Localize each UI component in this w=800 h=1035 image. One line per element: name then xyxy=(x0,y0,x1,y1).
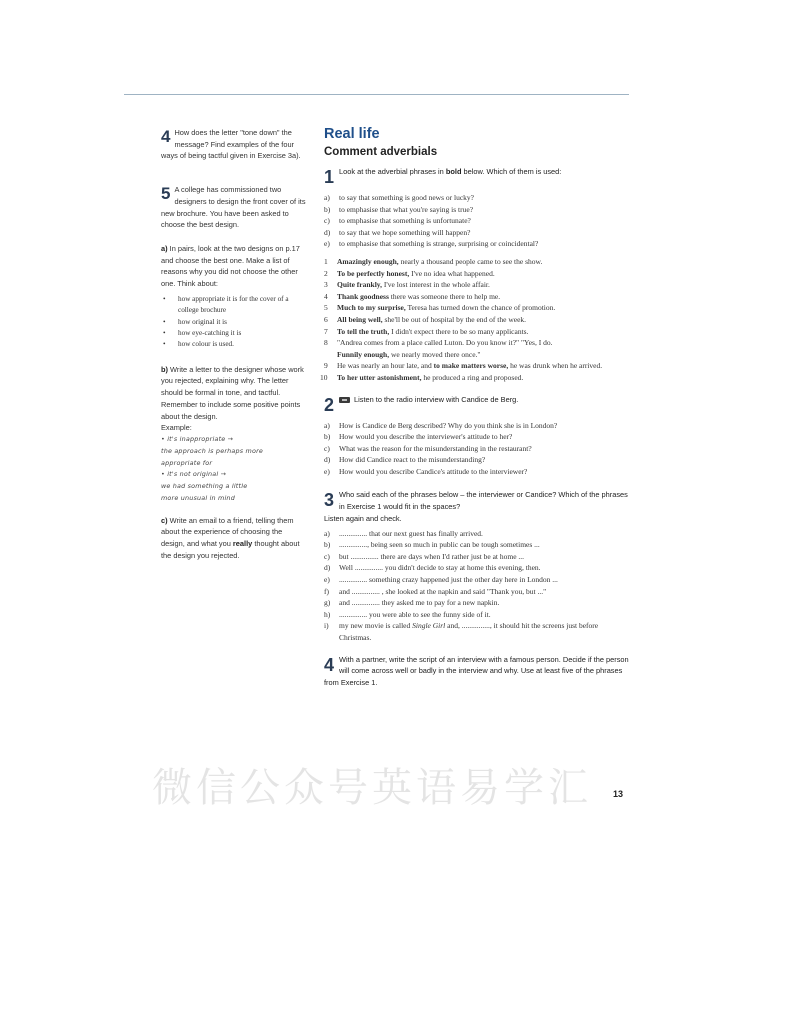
item-label: 8 xyxy=(324,338,328,348)
item-label: b) xyxy=(324,204,331,214)
instruction-bold: bold xyxy=(445,167,462,176)
item-text: ............... that our next guest has finally arrived. xyxy=(339,528,483,538)
exercise-4-right xyxy=(324,654,629,689)
adverbial-phrase: To her utter astonishment, xyxy=(337,372,422,382)
item-text: I didn't expect there to be so many applicants. xyxy=(389,326,529,336)
item-text: I've no idea what happened. xyxy=(409,268,495,278)
item-text: ............... something crazy happened just the other day here in London ... xyxy=(339,574,558,584)
exercise-instruction xyxy=(324,394,629,406)
watermark: 微信公众号英语易学汇 xyxy=(152,765,592,811)
list-item xyxy=(324,609,629,621)
list-item xyxy=(324,279,629,291)
item-label: f) xyxy=(324,586,329,596)
item-label: e) xyxy=(324,466,330,476)
item-label: h) xyxy=(324,609,331,619)
list-item xyxy=(324,337,629,360)
handwritten-line: more unusual in mind xyxy=(161,493,235,502)
item-text: but ............... there are days when I'd rather just be at home ... xyxy=(339,551,525,561)
adverbial-phrase: Much to my surprise, xyxy=(337,303,406,313)
item-label: a) xyxy=(324,193,330,202)
task-c-text: Write an email to a friend, telling them about the experience of choosing the design, and what you xyxy=(161,515,294,549)
item-text: How would you describe the interviewer's attitude to her? xyxy=(339,432,513,442)
handwritten-line: the approach is perhaps more xyxy=(161,446,264,455)
task-c xyxy=(161,515,307,562)
adverbial-phrase: All being well, xyxy=(337,314,383,324)
item-label: 7 xyxy=(324,326,328,336)
exercise-number: 4 xyxy=(161,127,171,146)
list-item xyxy=(324,215,629,227)
task-c-label: c) xyxy=(161,515,168,525)
exercise-number: 1 xyxy=(324,167,335,187)
list-item xyxy=(324,528,629,540)
list-item xyxy=(324,314,629,326)
task-a-text: In pairs, look at the two designs on p.17 and choose the best one. Make a list of reasons why you did not choose the other one. Think about: xyxy=(161,243,300,289)
task-c-emphasis: really xyxy=(232,539,253,549)
list-item xyxy=(324,466,629,478)
task-b xyxy=(161,364,307,423)
item-text-end: he produced a ring and proposed. xyxy=(421,372,524,382)
task-a-label: a) xyxy=(161,243,168,253)
list-item xyxy=(320,372,629,384)
list-item: • how original it is xyxy=(161,317,307,328)
list-item xyxy=(324,620,629,643)
item-text: and ............... they asked me to pay for a new napkin. xyxy=(339,598,500,608)
exercise-instruction: With a partner, write the script of an interview with a famous person. Decide if the person will come across well or badly in the interview and why. Use at least five of the phrases from Exercise 1. xyxy=(324,654,629,687)
exercise-instruction: How does the letter "tone down" the message? Find examples of the four ways of being tactful given in Exercise 3a). xyxy=(161,128,301,161)
list-item xyxy=(324,268,629,280)
exercise-number: 3 xyxy=(324,490,335,511)
item-label: b) xyxy=(324,540,331,550)
task-b-text: Write a letter to the designer whose work you rejected, explaining why. The letter should be formal in tone, and tactful. Remember to include some positive points about the design. xyxy=(161,364,304,421)
item-text: How would you describe Candice's attitude to the interviewer? xyxy=(339,466,528,476)
item-label: 10 xyxy=(320,372,328,382)
questions-list xyxy=(324,420,629,478)
item-text: and ............... , she looked at the napkin and said "Thank you, but ..." xyxy=(339,586,547,596)
item-label: c) xyxy=(324,551,330,561)
cassette-icon xyxy=(339,397,350,403)
list-item: • how appropriate it is for the cover of a college brochure xyxy=(161,294,307,317)
list-item: • how eye-catching it is xyxy=(161,328,307,339)
item-text: my new movie is called xyxy=(339,621,411,631)
item-text: ............... you were able to see the funny side of it. xyxy=(339,609,491,619)
item-label: 9 xyxy=(324,361,328,371)
exercise-1 xyxy=(320,166,629,384)
handwritten-line: we had something a little xyxy=(161,482,248,491)
item-label: a) xyxy=(324,528,330,538)
item-label: e) xyxy=(324,239,330,249)
item-label: 5 xyxy=(324,303,328,313)
item-text: I've lost interest in the whole affair. xyxy=(382,280,490,290)
item-label: c) xyxy=(324,216,330,226)
exercise-number: 5 xyxy=(161,184,171,204)
item-label: a) xyxy=(324,420,330,430)
page-number: 13 xyxy=(613,789,624,799)
exercise-2 xyxy=(324,394,629,478)
adverbial-phrase: To be perfectly honest, xyxy=(337,268,410,278)
item-text: she'll be out of hospital by the end of the week. xyxy=(382,314,527,324)
item-text: Teresa has turned down the chance of promotion. xyxy=(405,303,556,313)
adverbial-phrase: Amazingly enough, xyxy=(337,256,399,266)
handwritten-line: • it's inappropriate → xyxy=(161,434,234,443)
list-item xyxy=(324,551,629,563)
list-item xyxy=(324,192,629,204)
list-item xyxy=(324,586,629,598)
item-text: ..............., being seen so much in public can be tough sometimes ... xyxy=(339,540,540,550)
item-text: to emphasise that something is strange, surprising or coincidental? xyxy=(339,239,539,249)
exercise-instruction: A college has commissioned two designers to design the front cover of its new brochure. You have been asked to choose the best design. xyxy=(161,185,306,230)
left-column xyxy=(161,127,307,562)
section-title: Real life xyxy=(324,126,380,142)
item-text: to say that something is good news or lucky? xyxy=(339,193,474,202)
list-item xyxy=(324,360,629,372)
item-text-end: he was drunk when he arrived. xyxy=(508,361,603,371)
item-label: g) xyxy=(324,598,331,608)
item-text: to emphasise that what you're saying is true? xyxy=(339,204,474,214)
exercise-3 xyxy=(324,489,629,643)
item-label: 1 xyxy=(324,256,328,266)
list-item xyxy=(324,256,629,268)
instruction-text: Listen to the radio interview with Candice de Berg. xyxy=(354,394,519,404)
item-label: c) xyxy=(324,443,330,453)
right-column xyxy=(320,125,629,689)
item-text: to say that we hope something will happen? xyxy=(339,227,471,237)
think-about-list xyxy=(161,294,307,351)
list-item xyxy=(324,597,629,609)
item-label: 4 xyxy=(324,291,328,301)
handwritten-example xyxy=(161,434,307,505)
item-text: Well ............... you didn't decide to stay at home this evening, then. xyxy=(339,563,541,573)
item-label: e) xyxy=(324,574,330,584)
adverbial-phrase: To tell the truth, xyxy=(337,326,390,336)
task-c-text-end: thought about the design you rejected. xyxy=(161,539,300,560)
phrases-list xyxy=(324,528,629,644)
list-item xyxy=(324,562,629,574)
item-text-end: and, ..............., it should hit the screens just before Christmas. xyxy=(339,621,599,642)
exercise-number: 2 xyxy=(324,394,335,415)
item-text: What was the reason for the misunderstanding in the restaurant? xyxy=(339,443,532,453)
item-text: How is Candice de Berg described? Why do you think she is in London? xyxy=(339,420,558,430)
list-item xyxy=(324,291,629,303)
list-item: • how colour is used. xyxy=(161,339,307,350)
exercise-instruction-2: Listen again and check. xyxy=(324,513,402,523)
task-a xyxy=(161,243,307,290)
list-item xyxy=(324,238,629,250)
instruction-text-end: below. Which of them is used: xyxy=(463,167,562,176)
list-item xyxy=(324,302,629,314)
uses-list xyxy=(324,192,629,250)
movie-title: Single Girl xyxy=(412,621,446,631)
list-item xyxy=(324,574,629,586)
list-item xyxy=(324,431,629,443)
item-text-end: we nearly moved there once." xyxy=(389,349,481,359)
item-label: d) xyxy=(324,455,331,465)
handwritten-line: • it's not original → xyxy=(161,470,227,479)
item-label: d) xyxy=(324,563,331,573)
task-b-label: b) xyxy=(161,364,168,374)
instruction-text: Look at the adverbial phrases in xyxy=(339,167,444,176)
exercise-4-left xyxy=(161,127,307,162)
item-label: b) xyxy=(324,432,331,442)
list-item xyxy=(324,539,629,551)
list-item xyxy=(324,227,629,239)
section-subtitle: Comment adverbials xyxy=(324,146,438,158)
item-label: d) xyxy=(324,227,331,237)
exercise-instruction: Who said each of the phrases below – the interviewer or Candice? Which of the phrases in Exercise 1 would fit in the spaces? xyxy=(339,490,628,512)
item-label: 3 xyxy=(324,280,328,290)
list-item xyxy=(324,454,629,466)
item-label: i) xyxy=(324,621,329,631)
item-text: "Andrea comes from a place called Luton. Do you know it?" "Yes, I do. xyxy=(337,338,553,348)
adverbial-phrase: Quite frankly, xyxy=(337,280,383,290)
list-item xyxy=(324,204,629,216)
item-label: 2 xyxy=(324,268,328,278)
adverbial-phrase: Funnily enough, xyxy=(337,349,390,359)
item-label: 6 xyxy=(324,314,328,324)
item-text: nearly a thousand people came to see the show. xyxy=(398,256,543,266)
handwritten-line: appropriate for xyxy=(161,458,213,467)
exercise-number: 4 xyxy=(324,654,335,675)
list-item xyxy=(324,420,629,432)
item-text: there was someone there to help me. xyxy=(388,291,501,301)
exercise-5-left xyxy=(161,184,307,561)
sentences-list xyxy=(320,256,629,384)
example-label: Example: xyxy=(161,423,192,433)
exercise-instruction xyxy=(324,166,629,178)
list-item xyxy=(324,443,629,455)
item-text: How did Candice react to the misunderstanding? xyxy=(339,455,486,465)
adverbial-phrase: to make matters worse, xyxy=(433,361,509,371)
item-text: He was nearly an hour late, and xyxy=(337,361,432,371)
adverbial-phrase: Thank goodness xyxy=(337,291,389,301)
header-rule xyxy=(124,94,629,95)
item-text: to emphasise that something is unfortunate? xyxy=(339,216,471,226)
list-item xyxy=(324,326,629,338)
